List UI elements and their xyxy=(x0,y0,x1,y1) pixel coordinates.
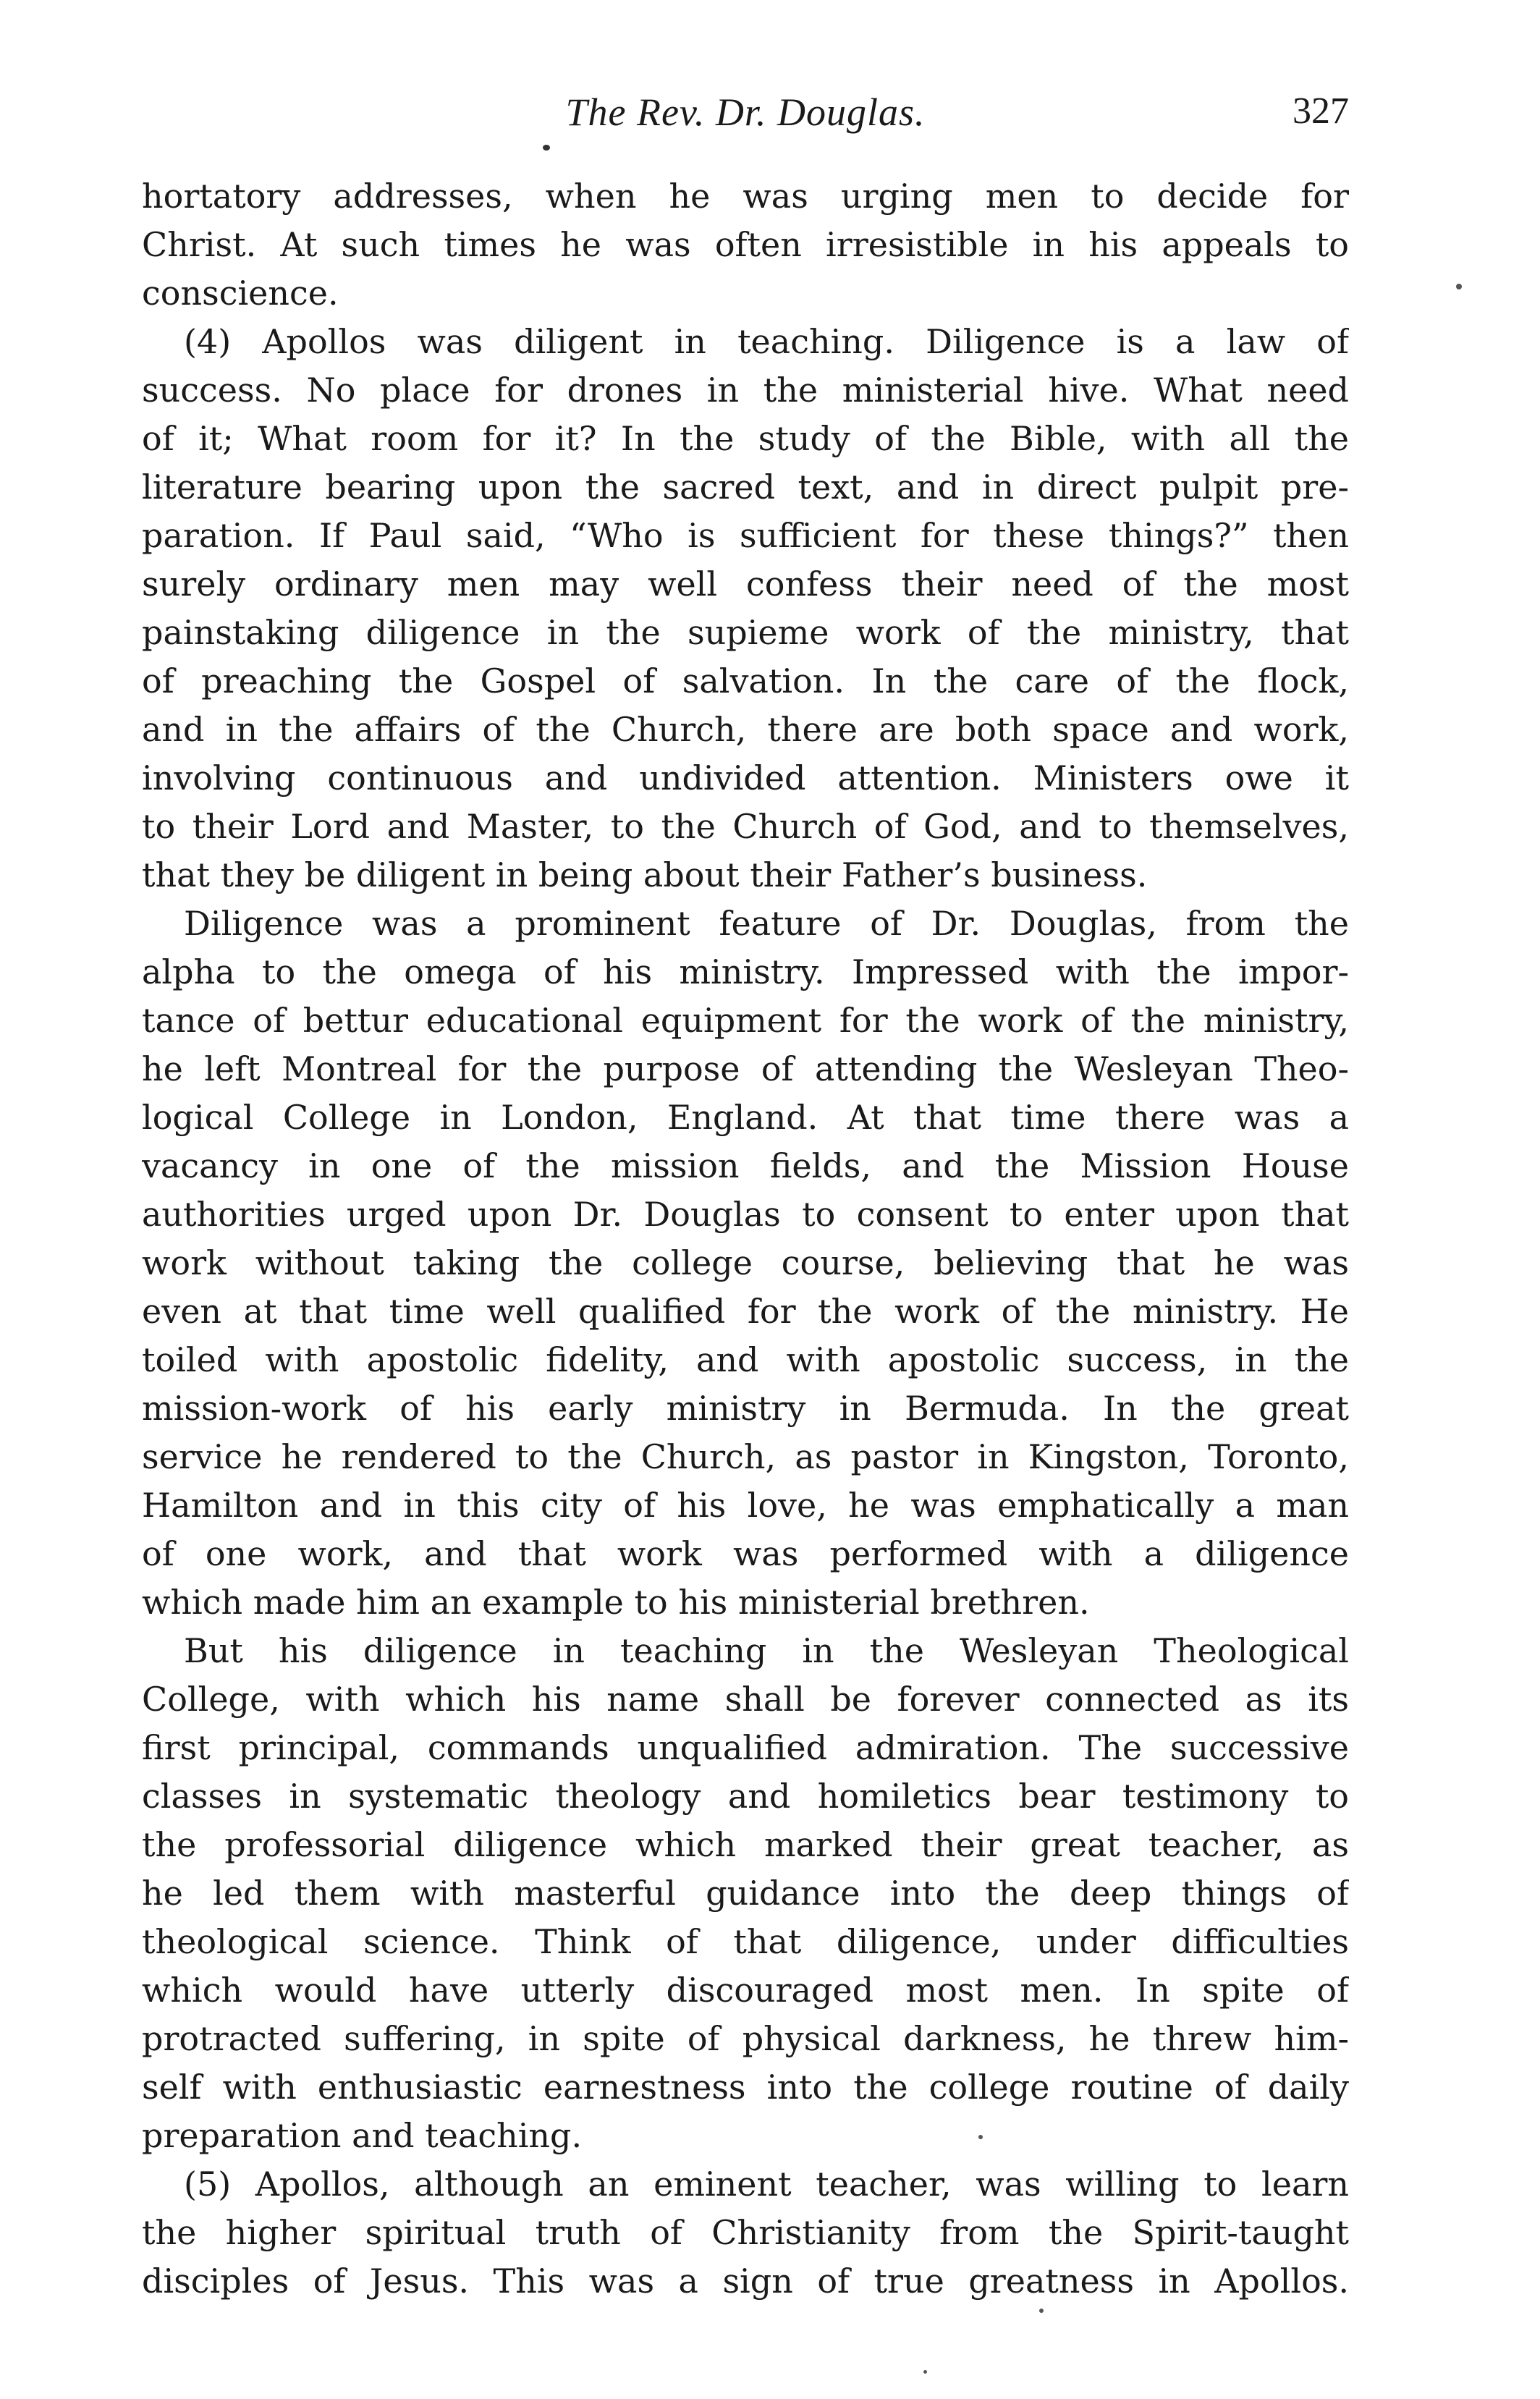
text-line: literature bearing upon the sacred text, and in direct pulpit pre- xyxy=(142,467,1349,507)
running-head xyxy=(142,85,1349,143)
text-line: surely ordinary men may well confess their need of the most xyxy=(142,564,1349,604)
text-line: logical College in London, England. At that time there was a xyxy=(142,1098,1349,1137)
scan-speck xyxy=(978,2135,983,2139)
text-line: to their Lord and Master, to the Church of God, and to themselves, xyxy=(142,807,1349,846)
text-line: he left Montreal for the purpose of attending the Wesleyan Theo- xyxy=(142,1049,1349,1088)
text-line: service he rendered to the Church, as pastor in Kingston, Toronto, xyxy=(142,1437,1349,1476)
text-line: alpha to the omega of his ministry. Impressed with the impor- xyxy=(142,952,1349,991)
printer-mark xyxy=(543,145,550,151)
text-line: the professorial diligence which marked their great teacher, as xyxy=(142,1825,1349,1864)
text-line: hortatory addresses, when he was urging men to decide for xyxy=(142,177,1349,216)
text-line: preparation and teaching. xyxy=(142,2116,583,2155)
text-line: which would have utterly discouraged most men. In spite of xyxy=(142,1971,1349,2010)
page-number: 327 xyxy=(1292,90,1349,132)
paragraph xyxy=(142,1627,1349,2160)
text-line: he led them with masterful guidance into the deep things of xyxy=(142,1874,1349,1913)
paragraph xyxy=(142,172,1349,318)
text-line: But his diligence in teaching in the Wesleyan Theological xyxy=(184,1631,1349,1670)
text-line: paration. If Paul said, “Who is sufficient for these things?” then xyxy=(142,516,1349,555)
text-line: Diligence was a prominent feature of Dr. Douglas, from the xyxy=(184,904,1349,943)
paragraph xyxy=(142,318,1349,900)
text-line: College, with which his name shall be forever connected as its xyxy=(142,1680,1349,1719)
text-line: even at that time well qualified for the work of the ministry. He xyxy=(142,1292,1349,1331)
text-line: toiled with apostolic fidelity, and with apostolic success, in the xyxy=(142,1340,1349,1379)
text-line: authorities urged upon Dr. Douglas to consent to enter upon that xyxy=(142,1195,1349,1234)
text-line: of preaching the Gospel of salvation. In the care of the flock, xyxy=(142,661,1349,701)
text-line: mission-work of his early ministry in Bermuda. In the great xyxy=(142,1389,1349,1428)
text-line: of it; What room for it? In the study of the Bible, with all the xyxy=(142,419,1349,458)
text-line: vacancy in one of the mission fields, and the Mission House xyxy=(142,1146,1349,1185)
text-line: that they be diligent in being about their Father’s business. xyxy=(142,855,1148,894)
text-line: conscience. xyxy=(142,274,339,313)
text-line: involving continuous and undivided attention. Ministers owe it xyxy=(142,758,1349,797)
text-line: (4) Apollos was diligent in teaching. Diligence is a law of xyxy=(184,322,1349,361)
text-line: (5) Apollos, although an eminent teacher, was willing to learn xyxy=(184,2165,1349,2204)
text-line: success. No place for drones in the ministerial hive. What need xyxy=(142,371,1349,410)
body-text xyxy=(142,172,1349,2306)
scan-speck xyxy=(923,2370,927,2374)
text-line: and in the affairs of the Church, there are both space and work, xyxy=(142,710,1349,749)
text-line: painstaking diligence in the supieme work of the ministry, that xyxy=(142,613,1349,652)
running-title: The Rev. Dr. Douglas. xyxy=(565,90,926,134)
scan-speck xyxy=(1456,284,1462,289)
paragraph xyxy=(142,2160,1349,2306)
text-line: of one work, and that work was performed with a diligence xyxy=(142,1534,1349,1573)
paragraph xyxy=(142,900,1349,1627)
text-line: Hamilton and in this city of his love, he was emphatically a man xyxy=(142,1486,1349,1525)
text-line: first principal, commands unqualified admiration. The successive xyxy=(142,1728,1349,1767)
text-line: the higher spiritual truth of Christianity from the Spirit-taught xyxy=(142,2213,1349,2252)
text-line: theological science. Think of that diligence, under difficulties xyxy=(142,1922,1349,1961)
text-line: Christ. At such times he was often irresistible in his appeals to xyxy=(142,225,1349,264)
text-line: self with enthusiastic earnestness into the college routine of daily xyxy=(142,2068,1349,2107)
text-line: protracted suffering, in spite of physical darkness, he threw him- xyxy=(142,2019,1349,2058)
text-line: tance of bettur educational equipment for the work of the ministry, xyxy=(142,1001,1349,1040)
text-line: work without taking the college course, believing that he was xyxy=(142,1243,1349,1282)
text-line: classes in systematic theology and homiletics bear testimony to xyxy=(142,1777,1349,1816)
text-line: disciples of Jesus. This was a sign of true greatness in Apollos. xyxy=(142,2262,1349,2301)
text-line: which made him an example to his ministerial brethren. xyxy=(142,1583,1090,1622)
scan-speck xyxy=(1039,2309,1044,2313)
